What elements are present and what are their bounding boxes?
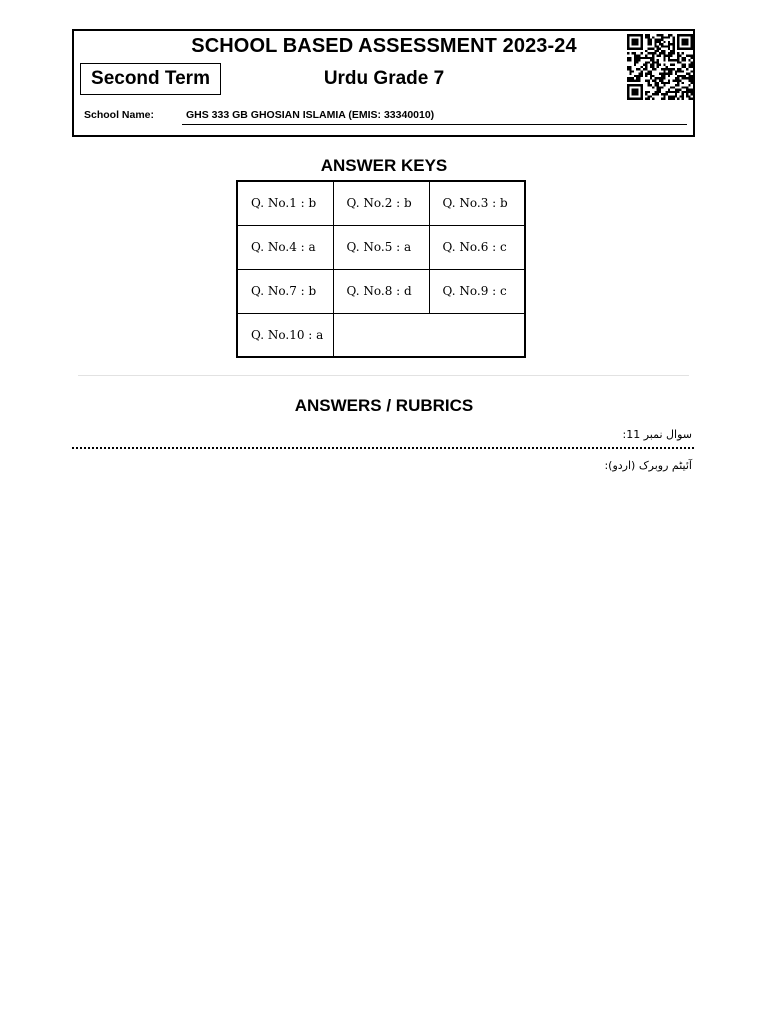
school-name-label: School Name: [84,109,155,121]
answer-cell: Q. No.3 : b [429,181,525,225]
answer-cell: Q. No.2 : b [333,181,429,225]
rubrics-heading: ANSWERS / RUBRICS [294,396,474,415]
answer-cell: Q. No.9 : c [429,269,525,313]
answer-cell: Q. No.4 : a [237,225,333,269]
table-row [237,225,525,269]
answer-cell: Q. No.1 : b [237,181,333,225]
school-name-underline [182,124,687,125]
answer-keys-heading: ANSWER KEYS [320,156,448,175]
answer-cell: Q. No.5 : a [333,225,429,269]
dotted-divider [72,447,694,449]
assessment-title: SCHOOL BASED ASSESSMENT 2023-24 [191,35,577,57]
assessment-header [72,29,695,137]
answer-cell: Q. No.8 : d [333,269,429,313]
item-rubric-label: آئیٹم روبرک (اردو): [604,459,692,472]
empty-cell [333,313,525,357]
answer-cell: Q. No.10 : a [237,313,333,357]
school-name-value: GHS 333 GB GHOSIAN ISLAMIA (EMIS: 33340010) [186,109,435,121]
table-row [237,269,525,313]
answer-cell: Q. No.7 : b [237,269,333,313]
section-divider [78,375,689,376]
table-row [237,181,525,225]
subject-grade: Urdu Grade 7 [323,68,445,89]
table-row [237,313,525,357]
answer-key-table [236,180,526,358]
qr-code-icon [627,34,693,100]
term-label: Second Term [80,63,221,95]
question-number-label: سوال نمبر 11: [622,428,692,441]
answer-cell: Q. No.6 : c [429,225,525,269]
